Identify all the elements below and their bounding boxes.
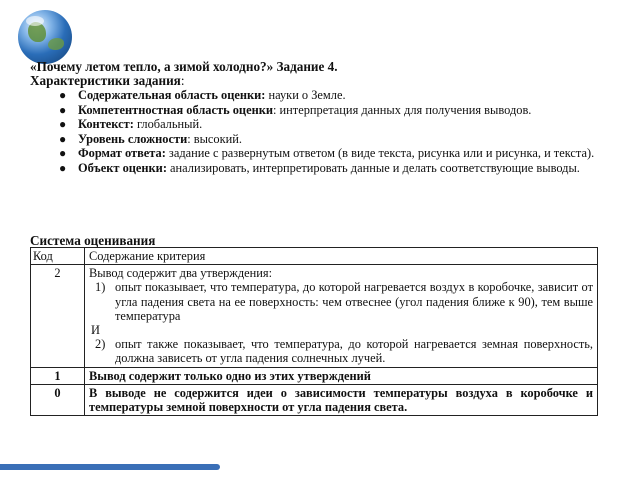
claim-number: 2) — [95, 337, 106, 352]
conjunction: И — [91, 323, 100, 338]
item-text: задание с развернутым ответом (в виде текста, рисунка или и рисунка, и текста). — [165, 146, 595, 161]
claims-list — [89, 280, 593, 323]
section-heading-characteristics — [30, 73, 630, 88]
subtitle-text: Характеристики задания — [30, 73, 181, 88]
bullet-icon: ● — [59, 102, 67, 117]
item-label: Содержательная область оценки: — [78, 88, 266, 102]
list-item — [89, 337, 593, 365]
section-heading-scoring: Система оценивания — [30, 233, 156, 248]
cell-criteria — [85, 265, 598, 367]
list-item — [59, 160, 608, 176]
table-row — [31, 367, 598, 384]
globe-icon — [18, 10, 72, 64]
item-text: анализировать, интерпретировать данные и делать соответствующие выводы. — [166, 160, 580, 175]
table-row — [31, 265, 598, 367]
list-item — [59, 102, 608, 118]
item-label: Объект оценки: — [78, 160, 167, 175]
cell-code: 0 — [31, 384, 85, 415]
list-item — [59, 146, 608, 161]
list-item — [89, 280, 593, 323]
scoring-table — [30, 247, 598, 416]
criteria-lead: Вывод содержит два утверждения: — [89, 266, 273, 281]
bullet-icon: ● — [59, 160, 67, 175]
bullet-icon: ● — [59, 88, 67, 102]
item-text: : интерпретация данных для получения выводов. — [273, 102, 532, 117]
claims-list — [89, 337, 593, 365]
decorative-bar — [0, 464, 220, 470]
item-label: Компетентностная область оценки — [78, 102, 273, 117]
item-label: Уровень сложности — [78, 131, 188, 146]
cell-code: 1 — [31, 367, 85, 384]
item-text: глобальный. — [133, 117, 203, 132]
claim-text: опыт показывает, что температура, до которой нагревается воздух в коробочке, зависит от угла падения света на ее поверхность: чем отвеснее (угол падения ближе к 90), тем выше температура — [115, 280, 593, 323]
cell-criteria: В выводе не содержится идеи о зависимости температуры воздуха в коробочке и температуры земной поверхности от угла падения света. — [85, 384, 598, 415]
characteristics-list — [59, 88, 608, 176]
column-header-criteria: Содержание критерия — [85, 248, 598, 265]
bullet-icon: ● — [59, 146, 67, 161]
table-header-row — [31, 248, 598, 265]
list-item — [59, 131, 608, 147]
page-title: «Почему летом тепло, а зимой холодно?» Задание 4. — [30, 59, 338, 74]
bullet-icon: ● — [59, 117, 67, 132]
claim-number: 1) — [95, 280, 106, 295]
cell-criteria: Вывод содержит только одно из этих утверждений — [85, 367, 598, 384]
claim-text: опыт также показывает, что температура, до которой нагревается земная поверхность, должна зависеть от угла падения солнечных лучей. — [115, 337, 593, 366]
bullet-icon: ● — [59, 131, 67, 146]
table-row — [31, 384, 598, 415]
list-item — [59, 88, 608, 103]
item-text: науки о Земле. — [265, 88, 346, 102]
list-item — [59, 117, 608, 132]
item-label: Формат ответа: — [78, 146, 166, 161]
item-text: : высокий. — [187, 131, 243, 146]
subtitle-colon: : — [180, 73, 185, 88]
item-label: Контекст: — [78, 117, 134, 132]
cell-code: 2 — [31, 265, 85, 367]
column-header-code: Код — [31, 248, 85, 265]
